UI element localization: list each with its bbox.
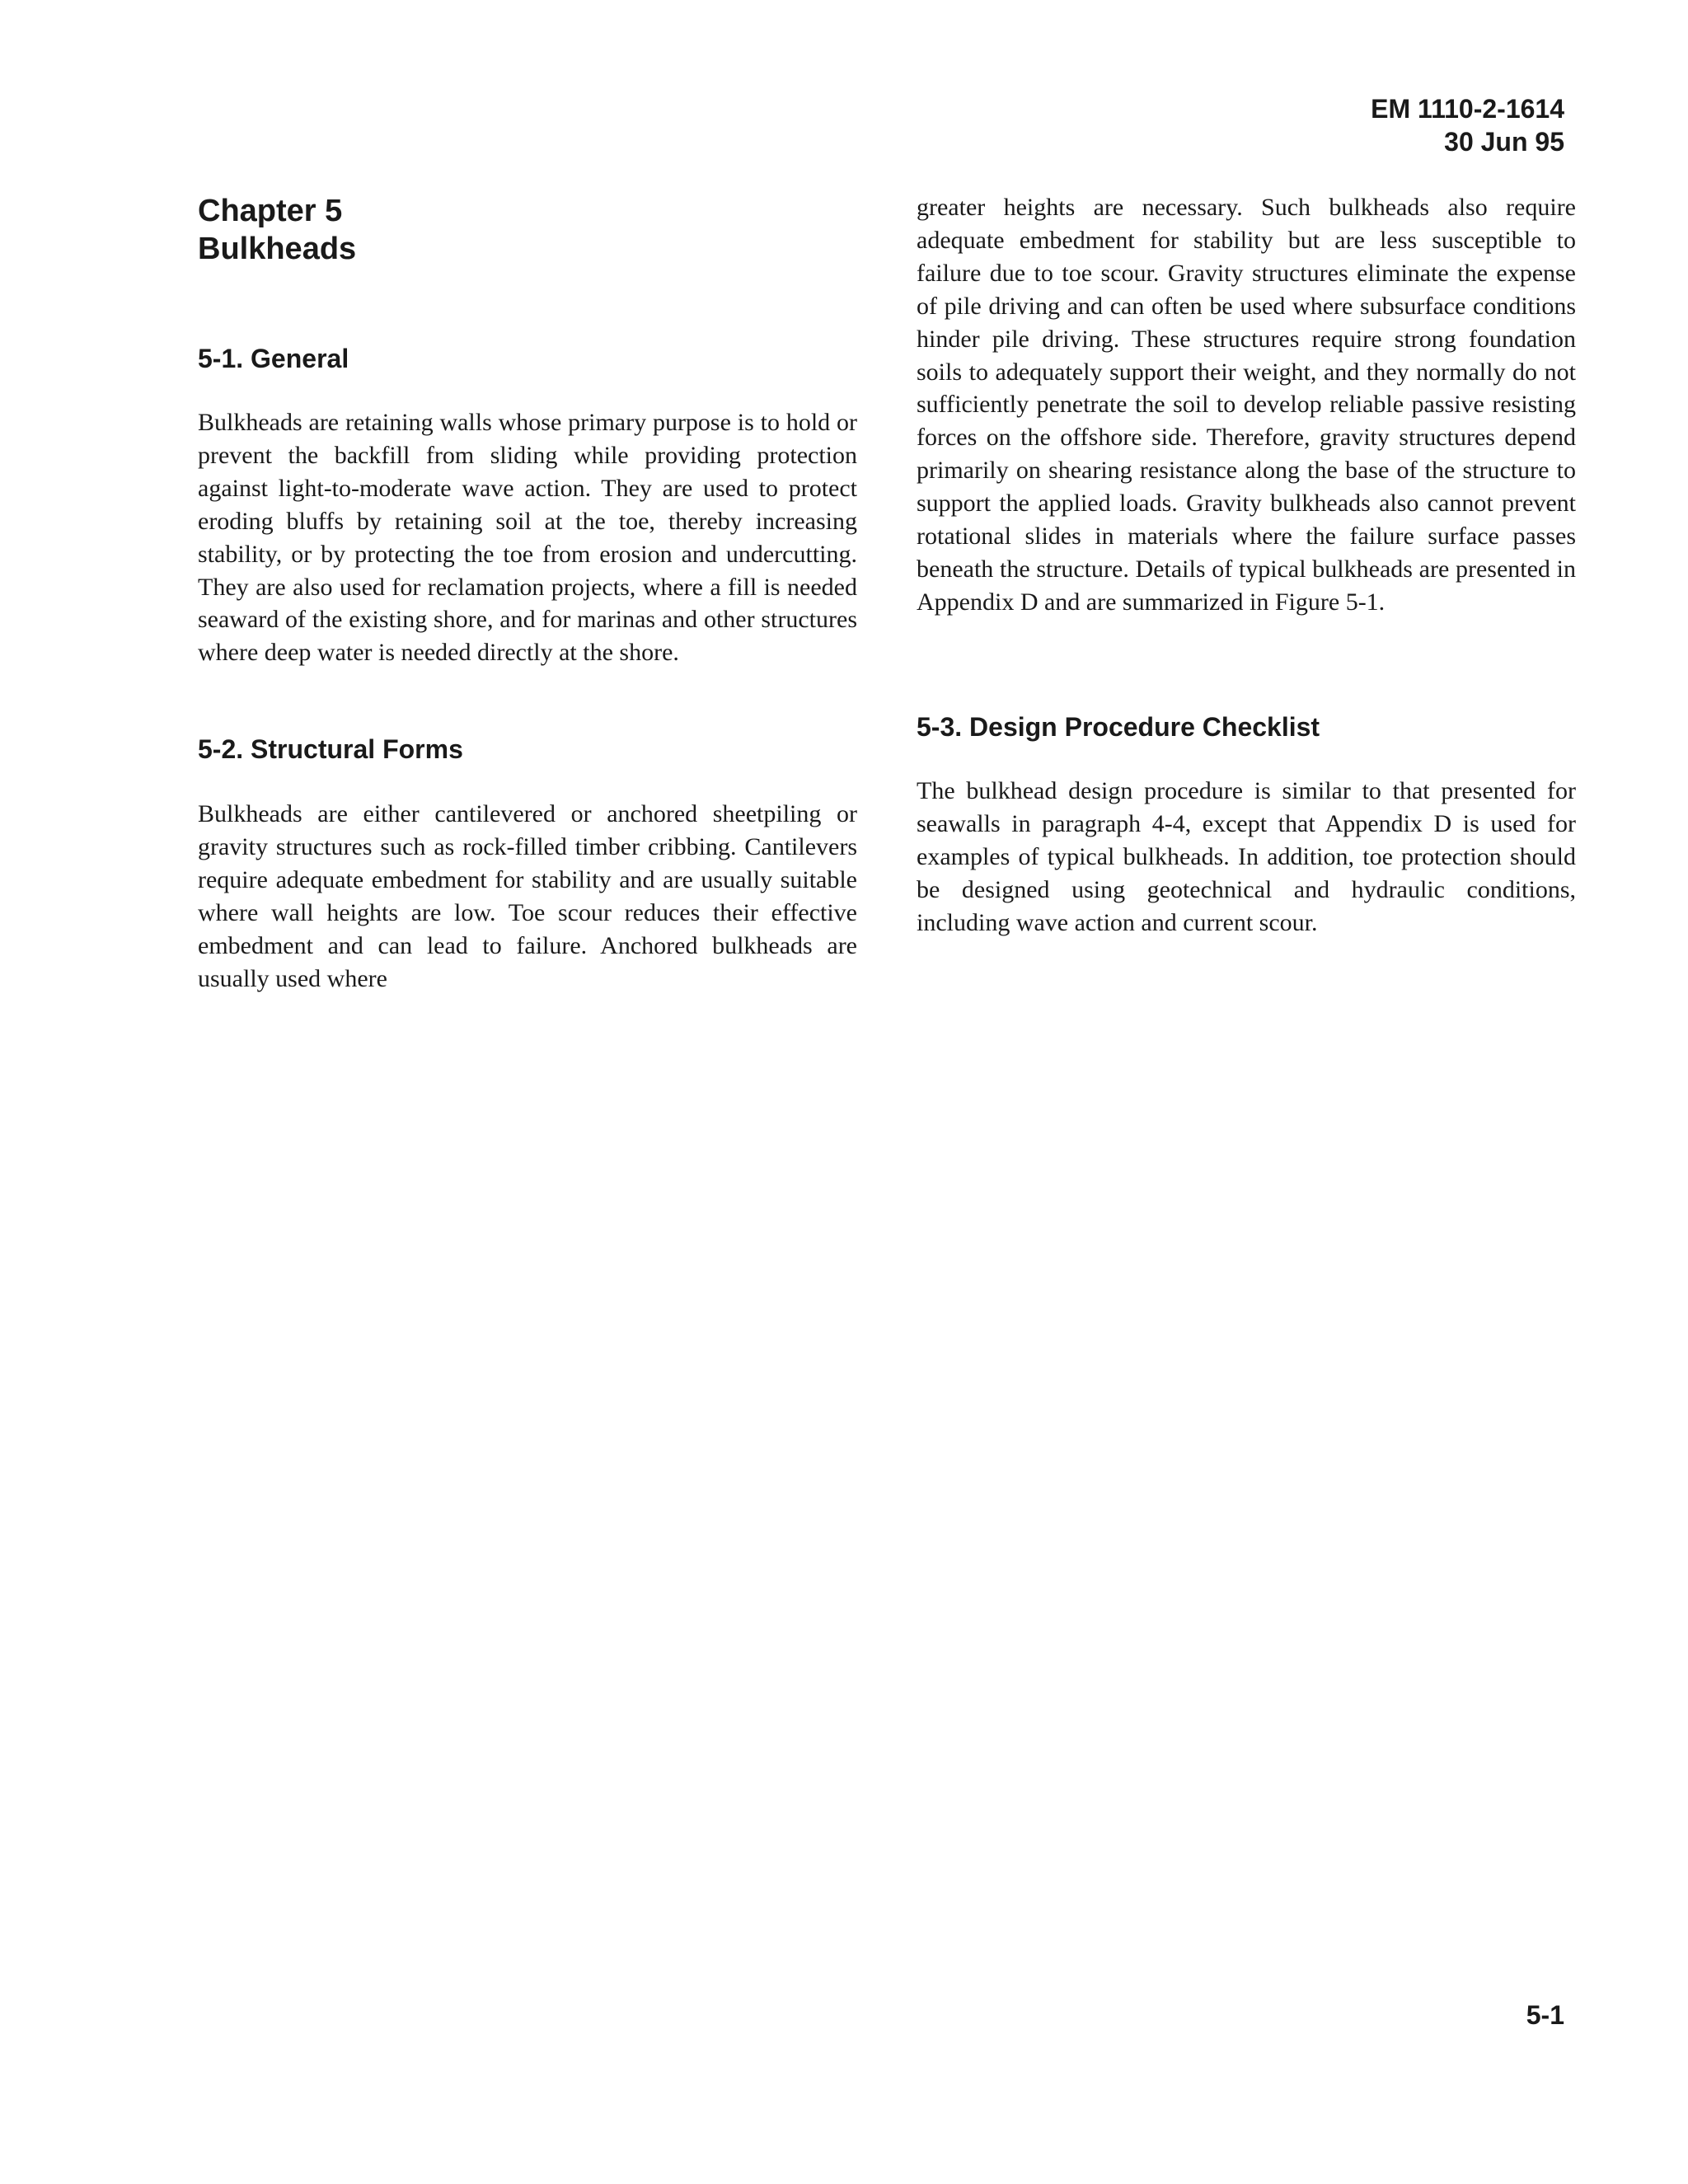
chapter-name: Bulkheads (198, 232, 357, 266)
section-body-structural-forms-part1: Bulkheads are either cantilevered or anchored sheetpiling or gravity structures such as rock-filled timber cribbing. Cantilevers require adequate embedment for stability and are usually suitable where wall heights are low. Toe scour reduces their effective embedment and can lead to failure. Anchored bulkheads are usually used where (198, 800, 857, 992)
section-body-structural-forms-part2: greater heights are necessary. Such bulkheads also require adequate embedment for stability but are less susceptible to failure due to toe scour. Gravity structures eliminate the expense of pile driving and can often be used where subsurface conditions hinder pile driving. These structures require strong foundation soils to adequately support their weight, and they normally do not sufficiently penetrate the soil to develop reliable passive resisting forces on the offshore side. Therefore, gravity structures depend primarily on shearing resistance along the base of the structure to support the applied loads. Gravity bulkheads also cannot prevent rotational slides in materials where the failure surface passes beneath the structure. Details of typical bulkheads are presented in Appendix D and are summarized in Figure 5-1. (917, 194, 1576, 616)
section-heading-design-checklist: 5-3. Design Procedure Checklist (917, 712, 1320, 742)
chapter-title (198, 192, 356, 268)
section-heading-structural-forms: 5-2. Structural Forms (198, 734, 463, 764)
section-body-general: Bulkheads are retaining walls whose primary purpose is to hold or prevent the backfill from sliding while providing protection against light-to-moderate wave action. They are used to protect eroding bluffs by retaining soil at the toe, thereby increasing stability, or by protecting the toe from erosion and undercutting. They are also used for reclamation projects, where a fill is needed seaward of the existing shore, and for marinas and other structures where deep water is needed directly at the shore. (198, 409, 857, 667)
chapter-number: Chapter 5 (198, 194, 343, 228)
document-number: EM 1110-2-1614 (1371, 94, 1564, 124)
page-header (1371, 92, 1564, 158)
page-number: 5-1 (1526, 2000, 1564, 2030)
section-heading-general: 5-1. General (198, 344, 349, 373)
section-body-design-checklist: The bulkhead design procedure is similar to that presented for seawalls in paragraph 4-4, except that Appendix D is used for examples of typical bulkheads. In addition, toe protection should be designed using geotechnical and hydraulic conditions, including wave action and current scour. (917, 777, 1576, 936)
document-date: 30 Jun 95 (1444, 127, 1564, 157)
